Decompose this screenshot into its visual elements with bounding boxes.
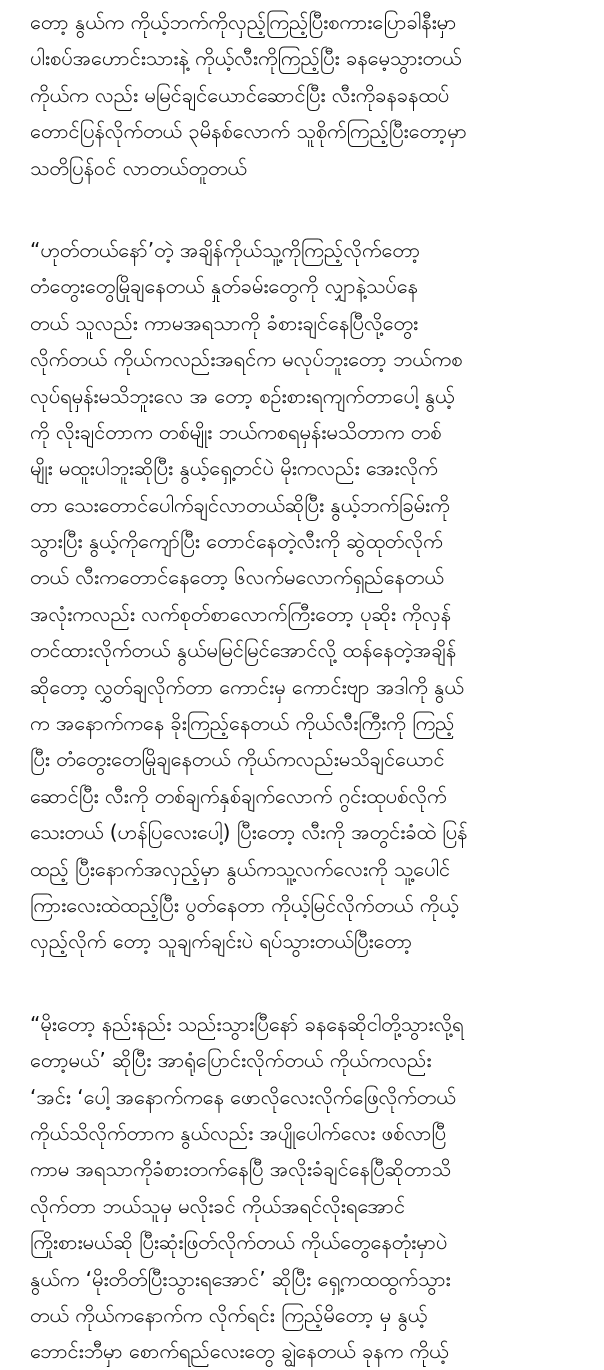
text-line: လိုက်တာ ဘယ်သူမှ မလိုးခင် ကိုယ်အရင်လိုးရအောင် (30, 1193, 406, 1218)
text-line: လှည့်လိုက် တော့ သူချက်ချင်းပဲ ရပ်သွားတယ်ပြီးတော့ (30, 929, 413, 954)
text-line: သေးတယ် (ဟန်ပြလေးပေါ့) ပြီးတော့ လီးကို အတွင်းခံထဲ ပြန် (30, 820, 468, 845)
text-line: တင်ထားလိုက်တယ် နွယ်မမြင်မြင်အောင်လို့ ထန်နေတဲ့အချိန် (30, 638, 457, 663)
text-line: တယ် သူလည်း ကာမအရသာကို ခံစားချင်နေပြီလို့တွေး (30, 310, 419, 335)
text-line: ဆိုတော့ လွှတ်ချလိုက်တာ ကောင်းမှ ကောင်းဗျာ အဒါကို နွယ် (30, 674, 464, 699)
text-line: လိုက်တယ် ကိုယ်ကလည်းအရင်က မလုပ်ဘူးတော့ ဘယ်ကစ (30, 347, 463, 372)
text-line: ကာမ အရသာကိုခံစားတက်နေပြီ အလိုးခံချင်နေပြီဆိုတာသိ (30, 1157, 452, 1182)
text-line: ထည့် ပြီးနောက်အလှည့်မှာ နွယ်ကသူ့လက်လေးကို သူ့ပေါင် (30, 856, 451, 881)
text-line: ဆောင်ပြီး လီးကို တစ်ချက်နှစ်ချက်လောက် ဂွင်းထုပစ်လိုက် (30, 783, 447, 808)
text-line: ကြိုးစားမယ်ဆို ပြီးဆုံးဖြတ်လိုက်တယ် ကိုယ်တွေနေတုံးမှာပဲ (30, 1230, 448, 1255)
text-line: “မိုးတော့ နည်းနည်း သည်းသွားပြီနော် ခနနေဆိုငါတို့သွားလို့ရ (30, 1011, 464, 1036)
text-line: တော့ နွယ်က ကိုယ့်ဘက်ကိုလှည့်ကြည့်ပြီးစကားပြောခါနီးမှာ (30, 10, 457, 34)
text-line: တာ သေးတောင်ပေါက်ချင်လာတယ်ဆိုပြီး နွယ့်ဘက်ခြမ်းကို (30, 492, 450, 517)
text-line: တယ် ကိုယ်ကနောက်က လိုက်ရင်း ကြည့်မိတော့ မှ နွယ့် (30, 1302, 428, 1327)
text-line: လုပ်ရမှန်းမသိဘူးလေ အ တော့ စဉ်းစားရကျက်တာပေါ့ နွယ့် (30, 383, 455, 408)
text-line: က အနောက်ကနေ ခိုးကြည့်နေတယ် ကိုယ်လီးကြီးကို ကြည့် (30, 711, 455, 736)
paragraph-1 (30, 4, 582, 186)
text-line: တံတွေးတွေမြိုချနေတယ် နှုတ်ခမ်းတွေကို လျှာနဲ့သပ်နေ (30, 274, 418, 299)
text-line: တောင်ပြန်လိုက်တယ် ၃မိနစ်လောက် သူစိုက်ကြည့်ပြီးတော့မှာ (30, 119, 467, 144)
text-line: ကိုယ်သိလိုက်တာက နွယ်လည်း အပျိုပေါက်လေး ဖစ်လာပြီ (30, 1120, 447, 1145)
text-line: ကိုယ်က လည်း မမြင်ချင်ယောင်ဆောင်ပြီး လီးကိုခနခနထပ် (30, 82, 450, 107)
text-line: သတိပြန်ဝင် လာတယ်တူတယ် (30, 155, 247, 180)
text-line: နွယ်က ‘မိုးတိတ်ပြီးသွားရအောင်’ ဆိုပြီး ရှေ့ကထထွက်သွား (30, 1266, 451, 1291)
text-line: ပါးစပ်အဟောင်းသားနဲ့ ကိုယ့်လီးကိုကြည့်ပြီး ခနမေ့သွားတယ် (30, 46, 462, 71)
text-line: ‘အင်း ‘ပေါ့ အနောက်ကနေ ဖောလိုလေးလိုက်ဖြေလိုက်တယ် (30, 1084, 456, 1109)
text-line: သွားပြီး နွယ့်ကိုကျော်ပြီး တောင်နေတဲ့လီးကို ဆွဲထုတ်လိုက် (30, 529, 443, 554)
text-line: ဘောင်းဘီမှာ စောက်ရည်လေးတွေ ချွဲနေတယ် ခုနက ကိုယ့် (30, 1339, 449, 1364)
text-line: ကြားလေးထဲထည့်ပြီး ပွတ်နေတာ ကိုယ့်မြင်လိုက်တယ် ကိုယ့် (30, 892, 459, 917)
document-page (0, 4, 604, 1364)
text-line: တယ် လီးကတောင်နေတော့ ၆လက်မလောက်ရှည်နေတယ် (30, 565, 444, 590)
text-line: တော့မယ်’ ဆိုပြီး အာရုံပြောင်းလိုက်တယ် ကိုယ်ကလည်း (30, 1048, 432, 1073)
text-line: မျိုး မထူးပါဘူးဆိုပြီး နွယ့်ရှေ့တင်ပဲ မိုးကလည်း အေးလိုက် (30, 456, 438, 481)
text-line: “ဟုတ်တယ်နော်’တဲ့ အချိန်ကိုယ်သူ့ကိုကြည့်လိုက်တော့ (30, 237, 421, 262)
paragraph-3 (30, 1006, 582, 1370)
text-line: ကို လိုးချင်တာက တစ်မျိုး ဘယ်ကစရမှန်းမသိတာက တစ် (30, 419, 442, 444)
paragraph-spacer (30, 186, 582, 232)
paragraph-2 (30, 232, 582, 960)
text-line: ပြီး တံတွေးတေမြိုချနေတယ် ကိုယ်ကလည်းမသိချင်ယောင် (30, 747, 445, 772)
text-line: အလုံးကလည်း လက်စုတ်စာလောက်ကြီးတော့ ပုဆိုး ကိုလှန် (30, 601, 451, 626)
paragraph-spacer (30, 960, 582, 1006)
